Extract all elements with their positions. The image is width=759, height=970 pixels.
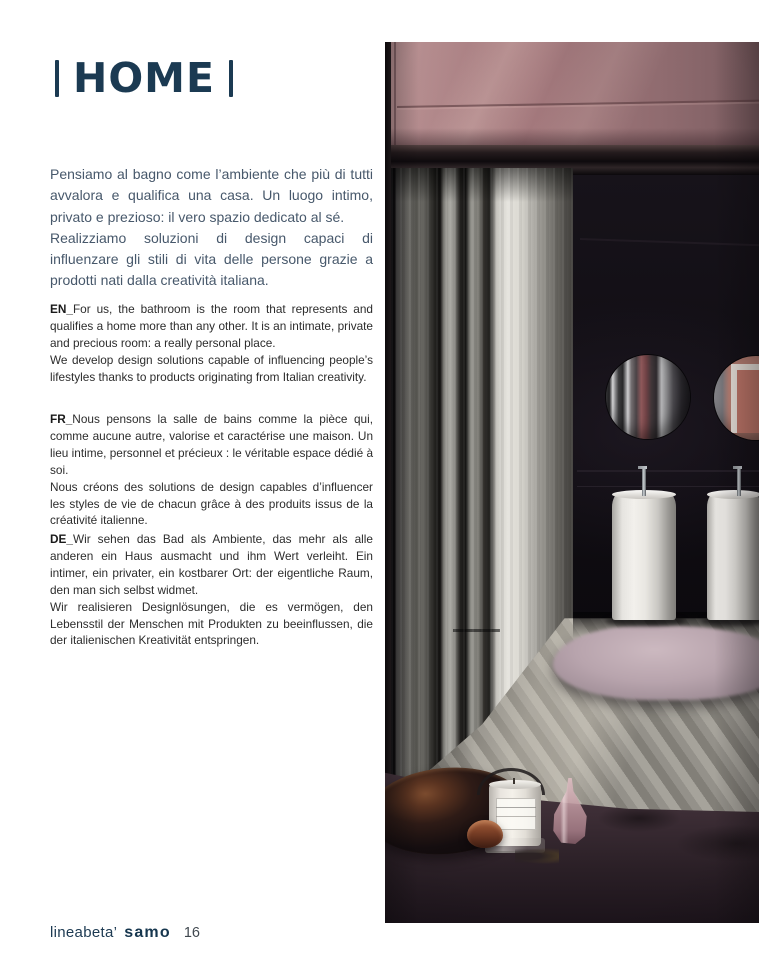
paragraph-french bbox=[50, 411, 373, 529]
photo-wall-shadow bbox=[385, 128, 759, 145]
photo-candle-label bbox=[496, 798, 536, 830]
photo-pedestal-basin-left bbox=[612, 493, 676, 620]
brand-lineabeta: lineabeta’ bbox=[50, 924, 118, 941]
photo-artwork-reflection bbox=[731, 364, 759, 433]
photo-pedestal-basin-right bbox=[707, 493, 759, 620]
intro-paragraph-1: Pensiamo al bagno come l’ambiente che più di tutti avvalora e qualifica una casa. Un luogo intimo, privato e prezioso: il vero spazio dedicato al sé. bbox=[50, 166, 373, 225]
brand-samo: samo bbox=[124, 924, 171, 941]
bathroom-photo bbox=[385, 42, 759, 923]
paragraph-german bbox=[50, 531, 373, 649]
photo-fluffy-rug bbox=[553, 626, 759, 700]
page-footer bbox=[50, 924, 200, 942]
photo-wainscot-line-2 bbox=[577, 486, 759, 487]
language-code-de: DE_ bbox=[50, 532, 73, 546]
intro-paragraph-2: Realizziamo soluzioni di design capaci di influenzare gli stili di vita delle persone grazie a prodotti nati dalla creatività italiana. bbox=[50, 229, 373, 289]
photo-candle-wick bbox=[513, 778, 515, 784]
page-title-block bbox=[55, 54, 233, 102]
photo-copper-dish bbox=[467, 820, 503, 848]
photo-round-mirror-left bbox=[606, 355, 690, 439]
paragraph-english bbox=[50, 301, 373, 386]
title-right-bar bbox=[229, 60, 233, 97]
english-paragraph-2: We develop design solutions capable of influencing people’s lifestyles thanks to products originating from Italian creativity. bbox=[50, 352, 373, 384]
photo-small-keys bbox=[515, 848, 559, 864]
intro-italian bbox=[50, 164, 373, 292]
german-paragraph-2: Wir realisieren Designlösungen, die es vermögen, den Lebensstil der Menschen mit Produkten zu beeinflussen, die der italienischen Kreativität entspringen. bbox=[50, 599, 373, 648]
title-left-bar bbox=[55, 60, 59, 97]
page-title: HOME bbox=[73, 54, 215, 102]
language-code-fr: FR_ bbox=[50, 412, 73, 426]
language-code-en: EN_ bbox=[50, 302, 73, 316]
page-number: 16 bbox=[183, 925, 200, 941]
english-text-1: For us, the bathroom is the room that represents and qualifies a home more than any other. It is an intimate, private and precious room: a really personal place. bbox=[50, 302, 373, 350]
french-text-1: Nous pensons la salle de bains comme la pièce qui, comme aucune autre, valorise et caractérise une maison. Un lieu intime, personnel et précieux : le véritable espace dédié à soi. bbox=[50, 412, 373, 477]
photo-window-rail bbox=[453, 629, 500, 632]
english-paragraph-1 bbox=[50, 301, 373, 352]
photo-faucet-right bbox=[737, 466, 741, 496]
german-paragraph-1 bbox=[50, 531, 373, 599]
photo-faucet-left bbox=[642, 466, 646, 496]
german-text-1: Wir sehen das Bad als Ambiente, das mehr als alle anderen ein Haus ausmacht und ihm Wert verleiht. Ein intimer, ein privater, ein kostbarer Ort: der eigentliche Raum, den man sich selbst widmet. bbox=[50, 532, 373, 597]
french-paragraph-1 bbox=[50, 411, 373, 479]
photo-wainscot-line bbox=[577, 470, 759, 472]
french-paragraph-2: Nous créons des solutions de design capables d’influencer les styles de vie de chacun grâce à des produits issus de la créativité italienne. bbox=[50, 479, 373, 528]
photo-left-edge-shadow bbox=[385, 42, 391, 782]
